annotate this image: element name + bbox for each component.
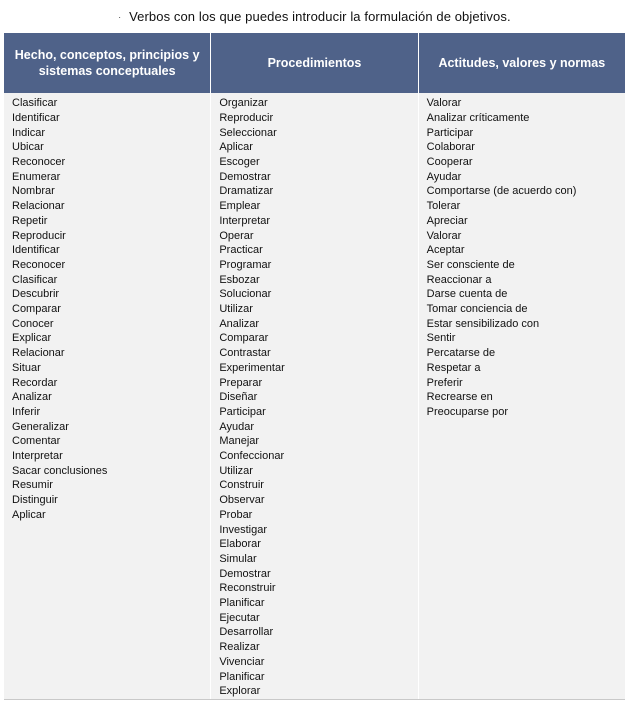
verbs-table (4, 33, 625, 700)
list-item: Generalizar (12, 420, 69, 433)
list-item: Cooperar (426, 155, 473, 168)
list-item: Elaborar (219, 538, 261, 551)
list-item: Tomar conciencia de (426, 303, 528, 316)
column-actitudes-valores (419, 93, 625, 699)
list-item: Reaccionar a (426, 273, 492, 286)
list-item: Construir (219, 479, 264, 492)
list-item: Explorar (219, 685, 261, 698)
list-item: Participar (426, 126, 474, 139)
list-item: Reproducir (12, 229, 66, 242)
list-item: Conocer (12, 317, 54, 330)
list-item: Confeccionar (219, 450, 285, 463)
list-item: Preferir (426, 376, 463, 389)
list-item: Ayudar (219, 420, 254, 433)
list-item: Reproducir (219, 111, 274, 124)
list-item: Analizar críticamente (426, 111, 530, 124)
list-item: Manejar (219, 435, 260, 448)
list-item: Repetir (12, 214, 48, 227)
list-item: Aplicar (12, 508, 46, 521)
list-item: Reconstruir (219, 582, 276, 595)
list-item: Planificar (219, 597, 265, 610)
header-hechos-conceptos: Hecho, conceptos, principios y sistemas conceptuales (4, 33, 211, 93)
list-item: Preparar (219, 376, 263, 389)
list-item: Probar (219, 508, 253, 521)
list-item: Esbozar (219, 273, 260, 286)
list-item: Resumir (12, 479, 53, 492)
list-item: Enumerar (12, 170, 61, 183)
list-item: Valorar (426, 97, 462, 110)
list-item: Relacionar (12, 347, 65, 360)
list-item: Operar (219, 229, 254, 242)
list-item: Aplicar (219, 141, 253, 154)
list-item: Analizar (12, 391, 52, 404)
list-item: Utilizar (219, 303, 253, 316)
verb-list-actitudes (427, 96, 625, 419)
list-item: Identificar (12, 244, 60, 257)
list-item: Percatarse de (426, 347, 496, 360)
list-item: Aceptar (426, 244, 465, 257)
list-item: Indicar (12, 126, 46, 139)
list-item: Analizar (219, 317, 260, 330)
list-item: Comentar (12, 435, 61, 448)
list-item: Inferir (12, 405, 41, 418)
list-item: Tolerar (426, 200, 461, 213)
list-item: Practicar (219, 244, 263, 257)
list-item: Reconocer (12, 258, 66, 271)
list-item: Sacar conclusiones (12, 464, 108, 477)
list-item: Valorar (426, 229, 462, 242)
list-item: Apreciar (426, 214, 468, 227)
list-item: Demostrar (219, 170, 271, 183)
list-item: Interpretar (12, 450, 63, 463)
list-item: Realizar (219, 641, 260, 654)
verb-list-conceptos (12, 96, 210, 522)
column-hechos-conceptos (4, 93, 211, 699)
column-procedimientos (211, 93, 418, 699)
list-item: Desarrollar (219, 626, 274, 639)
list-item: Demostrar (219, 567, 271, 580)
list-item: Contrastar (219, 347, 271, 360)
list-item: Recrearse en (426, 391, 493, 404)
list-item: Observar (219, 494, 265, 507)
verb-list-procedimientos (219, 96, 417, 699)
table-body-row (4, 93, 625, 700)
list-item: Relacionar (12, 200, 65, 213)
table-header-row (4, 33, 625, 93)
list-item: Escoger (219, 155, 260, 168)
list-item: Ubicar (12, 141, 44, 154)
list-item: Comparar (12, 303, 61, 316)
list-item: Vivenciar (219, 655, 265, 668)
list-item: Ser consciente de (426, 258, 515, 271)
caption-text: Verbos con los que puedes introducir la formulación de objetivos. (129, 9, 511, 24)
list-item: Identificar (12, 111, 60, 124)
list-item: Comportarse (de acuerdo con) (426, 185, 577, 198)
list-item: Recordar (12, 376, 58, 389)
list-item: Diseñar (219, 391, 258, 404)
list-item: Clasificar (12, 97, 58, 110)
list-item: Ayudar (426, 170, 462, 183)
list-item: Explicar (12, 332, 52, 345)
list-item: Emplear (219, 200, 261, 213)
list-item: Dramatizar (219, 185, 274, 198)
list-item: Sentir (426, 332, 456, 345)
list-item: Planificar (219, 670, 265, 683)
list-item: Simular (219, 552, 257, 565)
table-caption (0, 9, 629, 24)
header-actitudes-valores: Actitudes, valores y normas (438, 56, 606, 71)
header-procedimientos: Procedimientos (211, 33, 418, 93)
list-item: Colaborar (426, 141, 475, 154)
list-item: Seleccionar (219, 126, 277, 139)
list-item: Estar sensibilizado con (426, 317, 540, 330)
list-item: Clasificar (12, 273, 58, 286)
list-item: Reconocer (12, 155, 66, 168)
list-item: Comparar (219, 332, 269, 345)
list-item: Darse cuenta de (426, 288, 508, 301)
list-item: Investigar (219, 523, 268, 536)
list-item: Descubrir (12, 288, 60, 301)
bullet-icon: · (118, 13, 122, 23)
list-item: Distinguir (12, 494, 58, 507)
list-item: Programar (219, 258, 272, 271)
list-item: Experimentar (219, 361, 285, 374)
list-item: Utilizar (219, 464, 253, 477)
list-item: Solucionar (219, 288, 272, 301)
list-item: Organizar (219, 97, 268, 110)
list-item: Situar (12, 361, 41, 374)
list-item: Participar (219, 405, 266, 418)
list-item: Preocuparse por (426, 405, 508, 418)
list-item: Interpretar (219, 214, 271, 227)
list-item: Respetar a (426, 361, 481, 374)
list-item: Nombrar (12, 185, 55, 198)
list-item: Ejecutar (219, 611, 260, 624)
